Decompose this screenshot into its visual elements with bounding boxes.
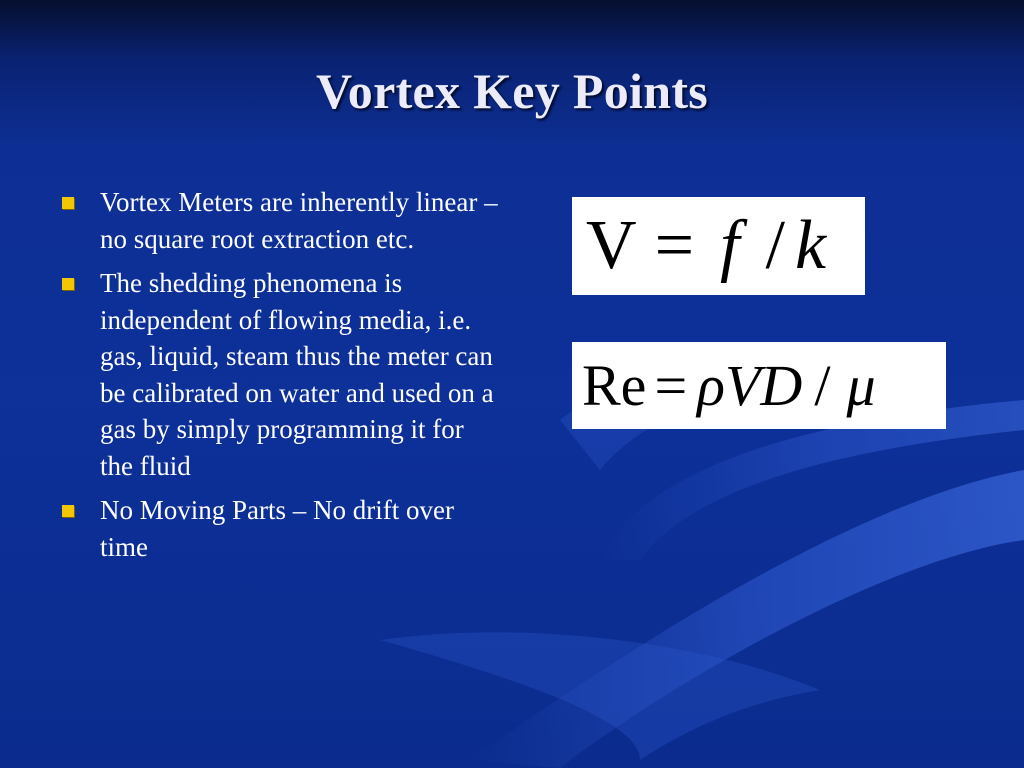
bullet-text: The shedding phenomena is independent of flowing media, i.e. gas, liquid, steam thus the meter can be calibrated on water and used on a gas by simply programming it for the fluid — [100, 268, 494, 481]
formula-equals: = — [654, 353, 688, 418]
square-bullet-icon — [62, 505, 74, 517]
formula-slash: / — [765, 207, 785, 284]
square-bullet-icon — [62, 197, 74, 209]
bullet-text: Vortex Meters are inherently linear – no square root extraction etc. — [100, 187, 498, 254]
bullet-text: No Moving Parts – No drift over time — [100, 495, 454, 562]
velocity-formula — [572, 197, 865, 295]
formula-slash: / — [814, 353, 831, 418]
formula-v: V — [586, 207, 637, 284]
formula-k: k — [794, 207, 827, 284]
formula-f: f — [720, 207, 740, 284]
formula-mu: μ — [846, 353, 876, 418]
bullet-item — [62, 492, 502, 565]
reynolds-formula — [572, 342, 946, 429]
square-bullet-icon — [62, 278, 74, 290]
formula-rho: ρ — [697, 353, 725, 418]
formula-equals: = — [654, 207, 695, 284]
formula-vd: VD — [725, 353, 803, 418]
bullet-item — [62, 184, 502, 257]
slide-title: Vortex Key Points — [315, 63, 709, 119]
bullet-list — [62, 184, 502, 573]
formula-re: Re — [582, 353, 647, 418]
bullet-item — [62, 265, 502, 484]
